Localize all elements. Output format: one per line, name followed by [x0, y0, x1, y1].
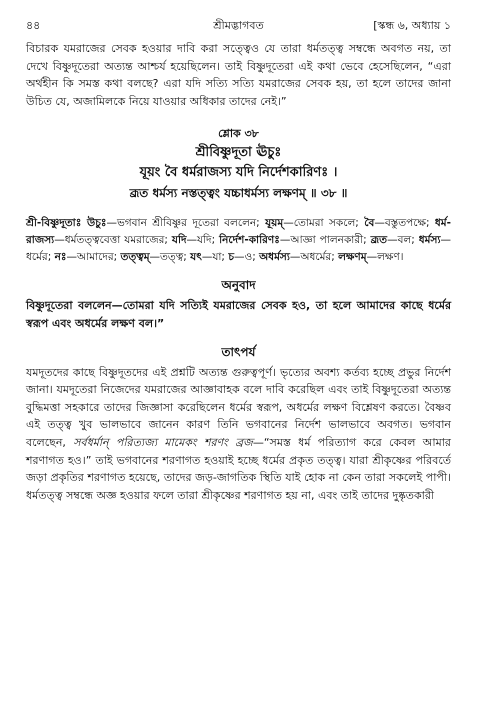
- page-body: [26, 40, 451, 504]
- page-header: [26, 8, 451, 40]
- synonym-term: ধর্মস্য: [418, 234, 441, 247]
- synonym-meaning: —তত্ত্ব;: [149, 251, 191, 264]
- shloka-verse-line-1: যূয়ং বৈ ধর্মরাজস্য যদি নির্দেশকারিণঃ ।: [139, 165, 338, 181]
- synonym-meaning: —বল;: [387, 234, 419, 247]
- word-meanings: [26, 215, 451, 266]
- running-title: শ্রীমদ্ভাগবত: [213, 19, 264, 32]
- synonym-term: তত্ত্বম্: [120, 251, 150, 264]
- synonym-meaning: —লক্ষণ।: [366, 251, 404, 264]
- page-number: ৪৪: [26, 19, 41, 32]
- synonym-meaning: —যদি;: [186, 234, 220, 247]
- purport-part-1: যমদূতদের কাছে বিষ্ণুদূতদের এই প্রশ্নটি অত্যন্ত গুরুত্বপূর্ণ। ভৃত্যের অবশ্য কর্তব্য হচ্ছে প্রভুর নির্দেশ জানা। যমদূতেরা নিজেদের যমরাজের আজ্ঞাবাহক বলে দাবি করেছিল এবং তাই বিষ্ণুদূতেরা অত্যন্ত বুদ্ধিমত্তা সহকারে তাদের জিজ্ঞাসা করেছিলেন ধর্মের স্বরূপ, অধর্মের লক্ষণ বিশ্লেষণ করতে। বৈষ্ণব এই তত্ত্ব খুব ভালভাবে জানেন কারণ তিনি ভগবানের নির্দেশ ভালভাবে অবগত। ভগবান বলেছেন,: [26, 365, 451, 449]
- synonym-meaning: —ভগবান শ্রীবিষ্ণুর দূতেরা বললেন;: [106, 217, 266, 230]
- purport-text: [26, 364, 451, 505]
- purport-quote: সর্বধর্মান্‌ পরিত্যজ্য মামেকং শরণং ব্রজ: [73, 435, 253, 449]
- synonym-meaning: —ধর্মের;: [26, 234, 451, 264]
- synonym-term: শ্রী-বিষ্ণুদূতাঃ উচুঃ: [26, 217, 107, 230]
- synonym-term: ধর্ম-রাজস্য: [26, 217, 451, 247]
- purport-heading: তাৎপর্য: [221, 344, 256, 359]
- synonym-meaning: —আজ্ঞা পালনকারী;: [279, 234, 371, 247]
- synonym-term: চ: [228, 251, 234, 264]
- synonym-term: অধর্মস্য: [259, 251, 290, 264]
- synonym-term: বৈ: [364, 217, 375, 230]
- intro-paragraph: বিচারক যমরাজের সেবক হওয়ার দাবি করা সত্ত্বেও যে তারা ধর্মতত্ত্ব সম্বন্ধে অবগত নয়, তা দেখে বিষ্ণুদূতেরা অত্যন্ত আশ্চর্য হয়েছিলেন। তাই বিষ্ণুদূতেরা এই কথা ভেবে হেসেছিলেন, “এরা অর্থহীন কি সমস্ত কথা বলছে? এরা যদি সত্যি সত্যি যমরাজের সেবক হয়, তা হলে তাদের জানা উচিত যে, অজামিলকে নিয়ে যাওয়ার অধিকার তাদের নেই।”: [26, 42, 451, 108]
- synonym-meaning: —তোমরা সকলে;: [283, 217, 365, 230]
- synonym-meaning: —আমাদের;: [66, 251, 121, 264]
- shloka-number: শ্লোক ৩৮: [218, 127, 259, 141]
- synonym-meaning: —যা;: [201, 251, 229, 264]
- synonym-term: যদি: [171, 234, 187, 247]
- chapter-reference: [স্কন্ধ ৬, অধ্যায় ১: [373, 19, 451, 32]
- purport-part-2: —“সমস্ত ধর্ম পরিত্যাগ করে কেবল আমার শরণাগত হও।” তাই ভগবানের শরণাগত হওয়াই হচ্ছে ধর্মের প্রকৃত তত্ত্ব। যারা শ্রীকৃষ্ণের পরিবর্তে জড়া প্রকৃতির শরণাগত হয়েছে, তাদের জড়-জাগতিক স্থিতি যাই হোক না কেন তারা সকলেই পাপী। ধর্মতত্ত্ব সম্বন্ধে অজ্ঞ হওয়ার ফলে তারা শ্রীকৃষ্ণের শরণাগত হয় না, এবং তাই তাদের দুষ্কৃতকারী: [26, 435, 451, 502]
- synonym-term: ব্রূত: [370, 234, 388, 247]
- synonym-meaning: —বস্তুতপক্ষে;: [374, 217, 435, 230]
- synonym-term: নির্দেশ-কারিণঃ: [219, 234, 280, 247]
- translation-text: বিষ্ণুদূতেরা বললেন—তোমরা যদি সত্যিই যমরাজের সেবক হও, তা হলে আমাদের কাছে ধর্মের স্বরূপ এবং অধর্মের লক্ষণ বল।”: [26, 299, 451, 330]
- synonym-term: নঃ: [54, 251, 67, 264]
- synonym-term: লক্ষণম্: [338, 251, 367, 264]
- synonym-term: যূয়ম্: [265, 217, 284, 230]
- translation-heading: অনুবাদ: [221, 278, 256, 293]
- shloka-block: [26, 124, 451, 203]
- synonym-term: যৎ: [190, 251, 202, 264]
- synonym-meaning: —ও;: [233, 251, 260, 264]
- shloka-speaker: শ্রীবিষ্ণুদূতা ঊচুঃ: [195, 145, 282, 161]
- shloka-verse-line-2: ব্রূত ধর্মস্য নস্তত্ত্বং যচ্চাধর্মস্য লক্ষণম্ ॥ ৩৮ ॥: [129, 186, 348, 201]
- synonym-meaning: —ধর্মতত্ত্ববেত্তা যমরাজের;: [54, 234, 172, 247]
- synonym-meaning: —অধর্মের;: [289, 251, 339, 264]
